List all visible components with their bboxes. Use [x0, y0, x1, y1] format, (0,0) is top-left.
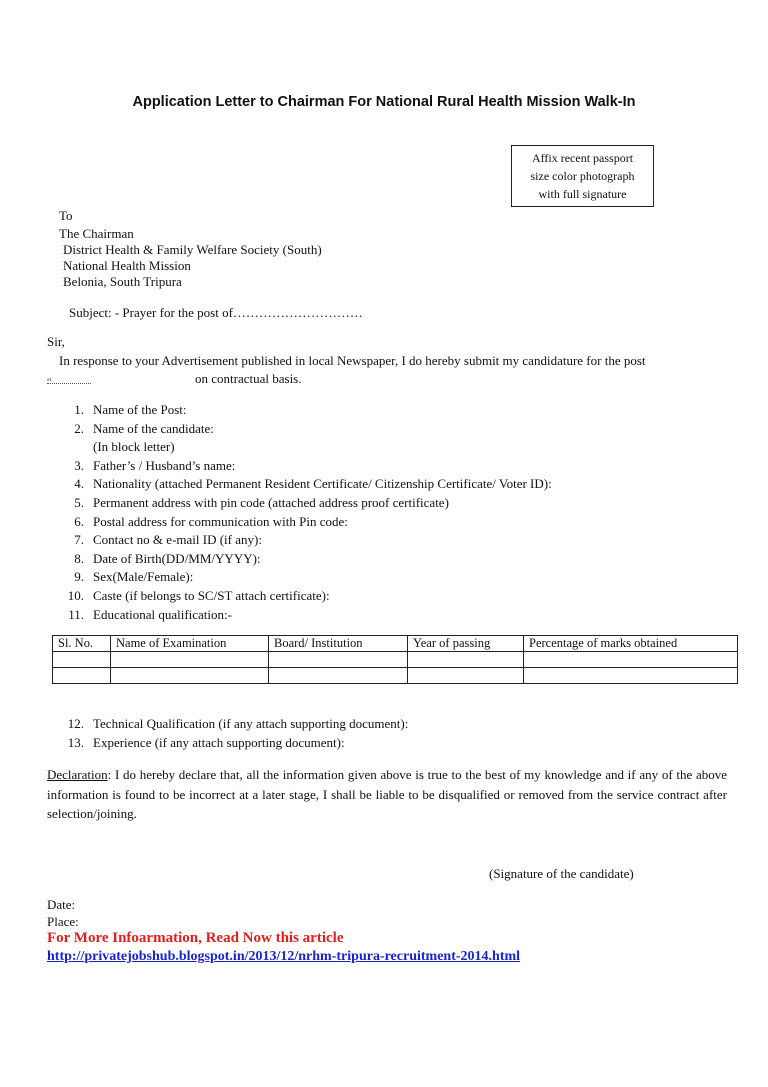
photo-box-line: Affix recent passport — [531, 151, 634, 165]
table-cell[interactable] — [111, 652, 269, 668]
form-items-list-2 — [48, 715, 408, 752]
table-cell[interactable] — [408, 668, 524, 684]
address-line: Belonia, South Tripura — [63, 274, 182, 289]
item-text: Sex(Male/Female): — [93, 569, 194, 585]
item-text: Contact no & e-mail ID (if any): — [93, 532, 262, 548]
promo-text: For More Infoarmation, Read Now this article — [47, 930, 344, 946]
item-number: 7. — [74, 532, 84, 548]
table-cell[interactable] — [269, 652, 408, 668]
item-text: Nationality (attached Permanent Resident Certificate/ Citizenship Certificate/ Voter ID): — [93, 476, 552, 492]
list-item — [48, 587, 552, 606]
address-line: National Health Mission — [63, 258, 191, 273]
list-item — [48, 457, 552, 476]
salutation: Sir, — [47, 334, 65, 349]
item-number: 11. — [68, 606, 84, 622]
header-year: Year of passing — [408, 636, 524, 652]
header-sl-no: Sl. No. — [53, 636, 111, 652]
table-cell[interactable] — [408, 652, 524, 668]
list-item — [48, 475, 552, 494]
article-link[interactable]: http://privatejobshub.blogspot.in/2013/12/nrhm-tripura-recruitment-2014.html — [47, 949, 521, 964]
signature-label: (Signature of the candidate) — [489, 866, 634, 881]
list-item — [48, 550, 552, 569]
subject-line: Subject: - Prayer for the post of………………………… — [69, 305, 363, 320]
post-blank — [47, 382, 91, 384]
item-text: Date of Birth(DD/MM/YYYY): — [93, 550, 261, 566]
list-item — [48, 606, 552, 625]
item-number: 10. — [67, 587, 84, 603]
address-line: The Chairman — [59, 226, 134, 241]
list-item — [48, 568, 552, 587]
list-item — [48, 531, 552, 550]
date-label: Date: — [47, 897, 76, 912]
item-number: 6. — [74, 513, 84, 529]
list-item — [48, 494, 552, 513]
item-text: (In block letter) — [93, 439, 175, 455]
table-cell[interactable] — [111, 668, 269, 684]
address-to: To — [59, 208, 73, 223]
item-text: Experience (if any attach supporting document): — [93, 734, 345, 750]
table-row — [53, 668, 738, 684]
photo-box-line: size color photograph — [530, 169, 635, 183]
photo-box-line: with full signature — [538, 187, 627, 201]
table-cell[interactable] — [269, 668, 408, 684]
header-examination: Name of Examination — [111, 636, 269, 652]
declaration-text: : I do hereby declare that, all the information given above is true to the best of my knowledge and if any of the above information is found to be incorrect at a later stage, I shall be liable to be disqualified or removed from the service contract after selection/joining. — [47, 767, 727, 821]
table-row — [53, 652, 738, 668]
list-item — [48, 401, 552, 420]
item-text: Father’s / Husband’s name: — [93, 457, 236, 473]
item-text: Permanent address with pin code (attached address proof certificate) — [93, 494, 449, 510]
body-line-2: on contractual basis. — [195, 371, 302, 386]
page-title: Application Letter to Chairman For National Rural Health Mission Walk-In — [132, 94, 636, 110]
list-item — [48, 715, 408, 734]
header-percentage: Percentage of marks obtained — [524, 636, 738, 652]
item-number: 1. — [74, 402, 84, 417]
list-item — [48, 438, 552, 457]
item-number: 3. — [74, 457, 84, 473]
declaration-paragraph — [47, 765, 727, 824]
item-number: 13. — [67, 734, 84, 750]
table-header-row — [53, 636, 738, 652]
body-line-1: In response to your Advertisement published in local Newspaper, I do hereby submit my candidature for the post — [59, 353, 646, 368]
header-board: Board/ Institution — [269, 636, 408, 652]
list-item — [48, 513, 552, 532]
list-item — [48, 420, 552, 439]
education-table — [52, 635, 738, 684]
item-text: Educational qualification:- — [93, 606, 232, 622]
item-text: Technical Qualification (if any attach supporting document): — [93, 716, 409, 731]
table-cell[interactable] — [53, 668, 111, 684]
item-number: 5. — [74, 494, 84, 510]
item-text: Name of the candidate: — [93, 420, 214, 436]
place-label: Place: — [47, 914, 79, 929]
table-cell[interactable] — [53, 652, 111, 668]
body-mark: at — [47, 377, 52, 383]
item-text: Caste (if belongs to SC/ST attach certificate): — [93, 587, 330, 603]
address-line: District Health & Family Welfare Society (South) — [63, 242, 322, 257]
list-item — [48, 734, 408, 753]
item-number: 8. — [74, 550, 84, 566]
form-items-list — [48, 401, 552, 624]
item-number: 9. — [74, 569, 84, 585]
item-number: 12. — [67, 716, 84, 731]
item-text: Name of the Post: — [93, 402, 187, 417]
item-text: Postal address for communication with Pin code: — [93, 513, 348, 529]
photo-box — [511, 145, 654, 207]
table-cell[interactable] — [524, 668, 738, 684]
table-cell[interactable] — [524, 652, 738, 668]
item-number: 4. — [74, 476, 84, 492]
declaration-label: Declaration — [47, 767, 108, 782]
item-number: 2. — [74, 420, 84, 436]
